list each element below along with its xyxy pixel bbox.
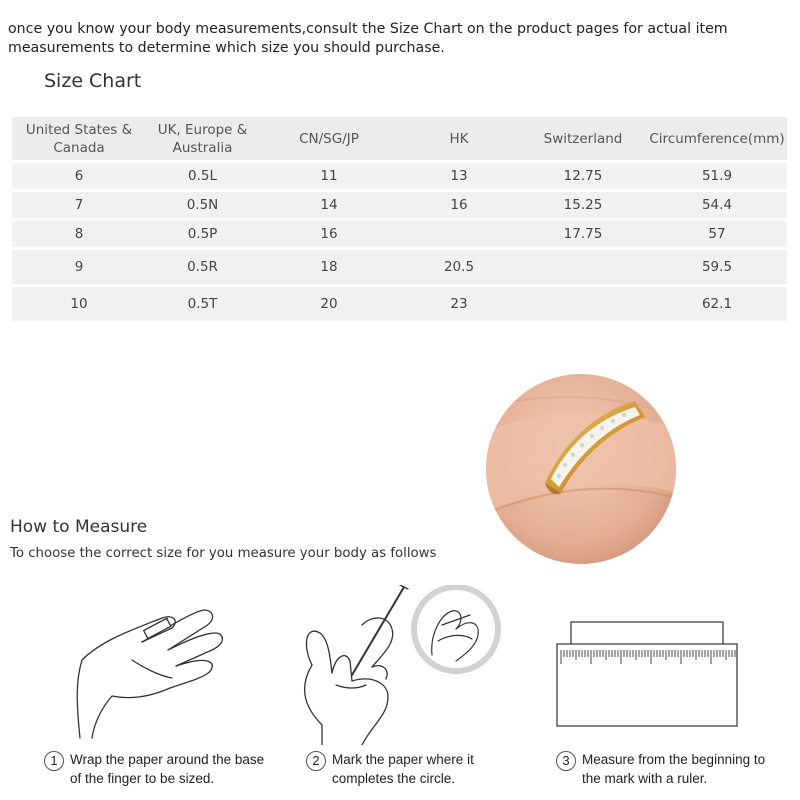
step-text: Wrap the paper around the base of the finger to be sized. <box>70 752 265 786</box>
table-cell: 0.5L <box>146 163 259 189</box>
table-cell: 10 <box>12 287 146 321</box>
table-cell: 23 <box>399 287 519 321</box>
table-cell: 54.4 <box>647 192 787 218</box>
size-chart-title: Size Chart <box>44 70 142 92</box>
header-cell: Switzerland <box>519 117 647 160</box>
ruler-illustration <box>555 620 740 730</box>
table-cell: 0.5T <box>146 287 259 321</box>
table-header-row <box>12 117 787 160</box>
table-cell: 59.5 <box>647 250 787 284</box>
table-cell: 14 <box>259 192 399 218</box>
table-row <box>12 250 787 284</box>
step-number-badge: 1 <box>44 751 64 771</box>
header-cell: UK, Europe & Australia <box>146 117 259 160</box>
table-cell: 51.9 <box>647 163 787 189</box>
intro-text: once you know your body measurements,consult the Size Chart on the product pages for actual item measurements to determine which size you should purchase. <box>8 21 728 56</box>
step-text: Mark the paper where it completes the circle. <box>332 752 474 786</box>
header-cell: United States & Canada <box>12 117 146 160</box>
step-1-caption <box>44 750 274 788</box>
hand-mark-illustration <box>292 585 512 745</box>
header-cell: Circumference(mm) <box>647 117 787 160</box>
table-cell: 18 <box>259 250 399 284</box>
ring-on-finger-photo <box>485 373 677 565</box>
table-cell <box>519 250 647 284</box>
table-cell: 13 <box>399 163 519 189</box>
how-to-measure-subtitle: To choose the correct size for you measure your body as follows <box>10 546 437 561</box>
table-cell: 11 <box>259 163 399 189</box>
header-cell: CN/SG/JP <box>259 117 399 160</box>
table-cell: 0.5R <box>146 250 259 284</box>
table-row <box>12 163 787 189</box>
size-chart-table <box>12 114 787 324</box>
step-number-badge: 2 <box>306 751 326 771</box>
hand-wrap-illustration <box>72 600 232 740</box>
table-cell: 62.1 <box>647 287 787 321</box>
table-cell: 7 <box>12 192 146 218</box>
table-row <box>12 221 787 247</box>
step-2-caption <box>306 750 506 788</box>
step-3-caption <box>556 750 786 788</box>
table-cell: 15.25 <box>519 192 647 218</box>
table-cell: 0.5N <box>146 192 259 218</box>
table-cell: 16 <box>259 221 399 247</box>
table-cell <box>399 221 519 247</box>
header-cell: HK <box>399 117 519 160</box>
table-cell: 57 <box>647 221 787 247</box>
table-cell: 0.5P <box>146 221 259 247</box>
table-cell: 20.5 <box>399 250 519 284</box>
table-cell: 8 <box>12 221 146 247</box>
table-cell: 9 <box>12 250 146 284</box>
table-cell: 16 <box>399 192 519 218</box>
how-to-measure-title: How to Measure <box>10 517 148 537</box>
table-cell <box>519 287 647 321</box>
table-cell: 20 <box>259 287 399 321</box>
table-cell: 6 <box>12 163 146 189</box>
table-cell: 12.75 <box>519 163 647 189</box>
table-row <box>12 287 787 321</box>
step-text: Measure from the beginning to the mark with a ruler. <box>582 752 766 786</box>
step-number-badge: 3 <box>556 751 576 771</box>
table-row <box>12 192 787 218</box>
table-cell: 17.75 <box>519 221 647 247</box>
